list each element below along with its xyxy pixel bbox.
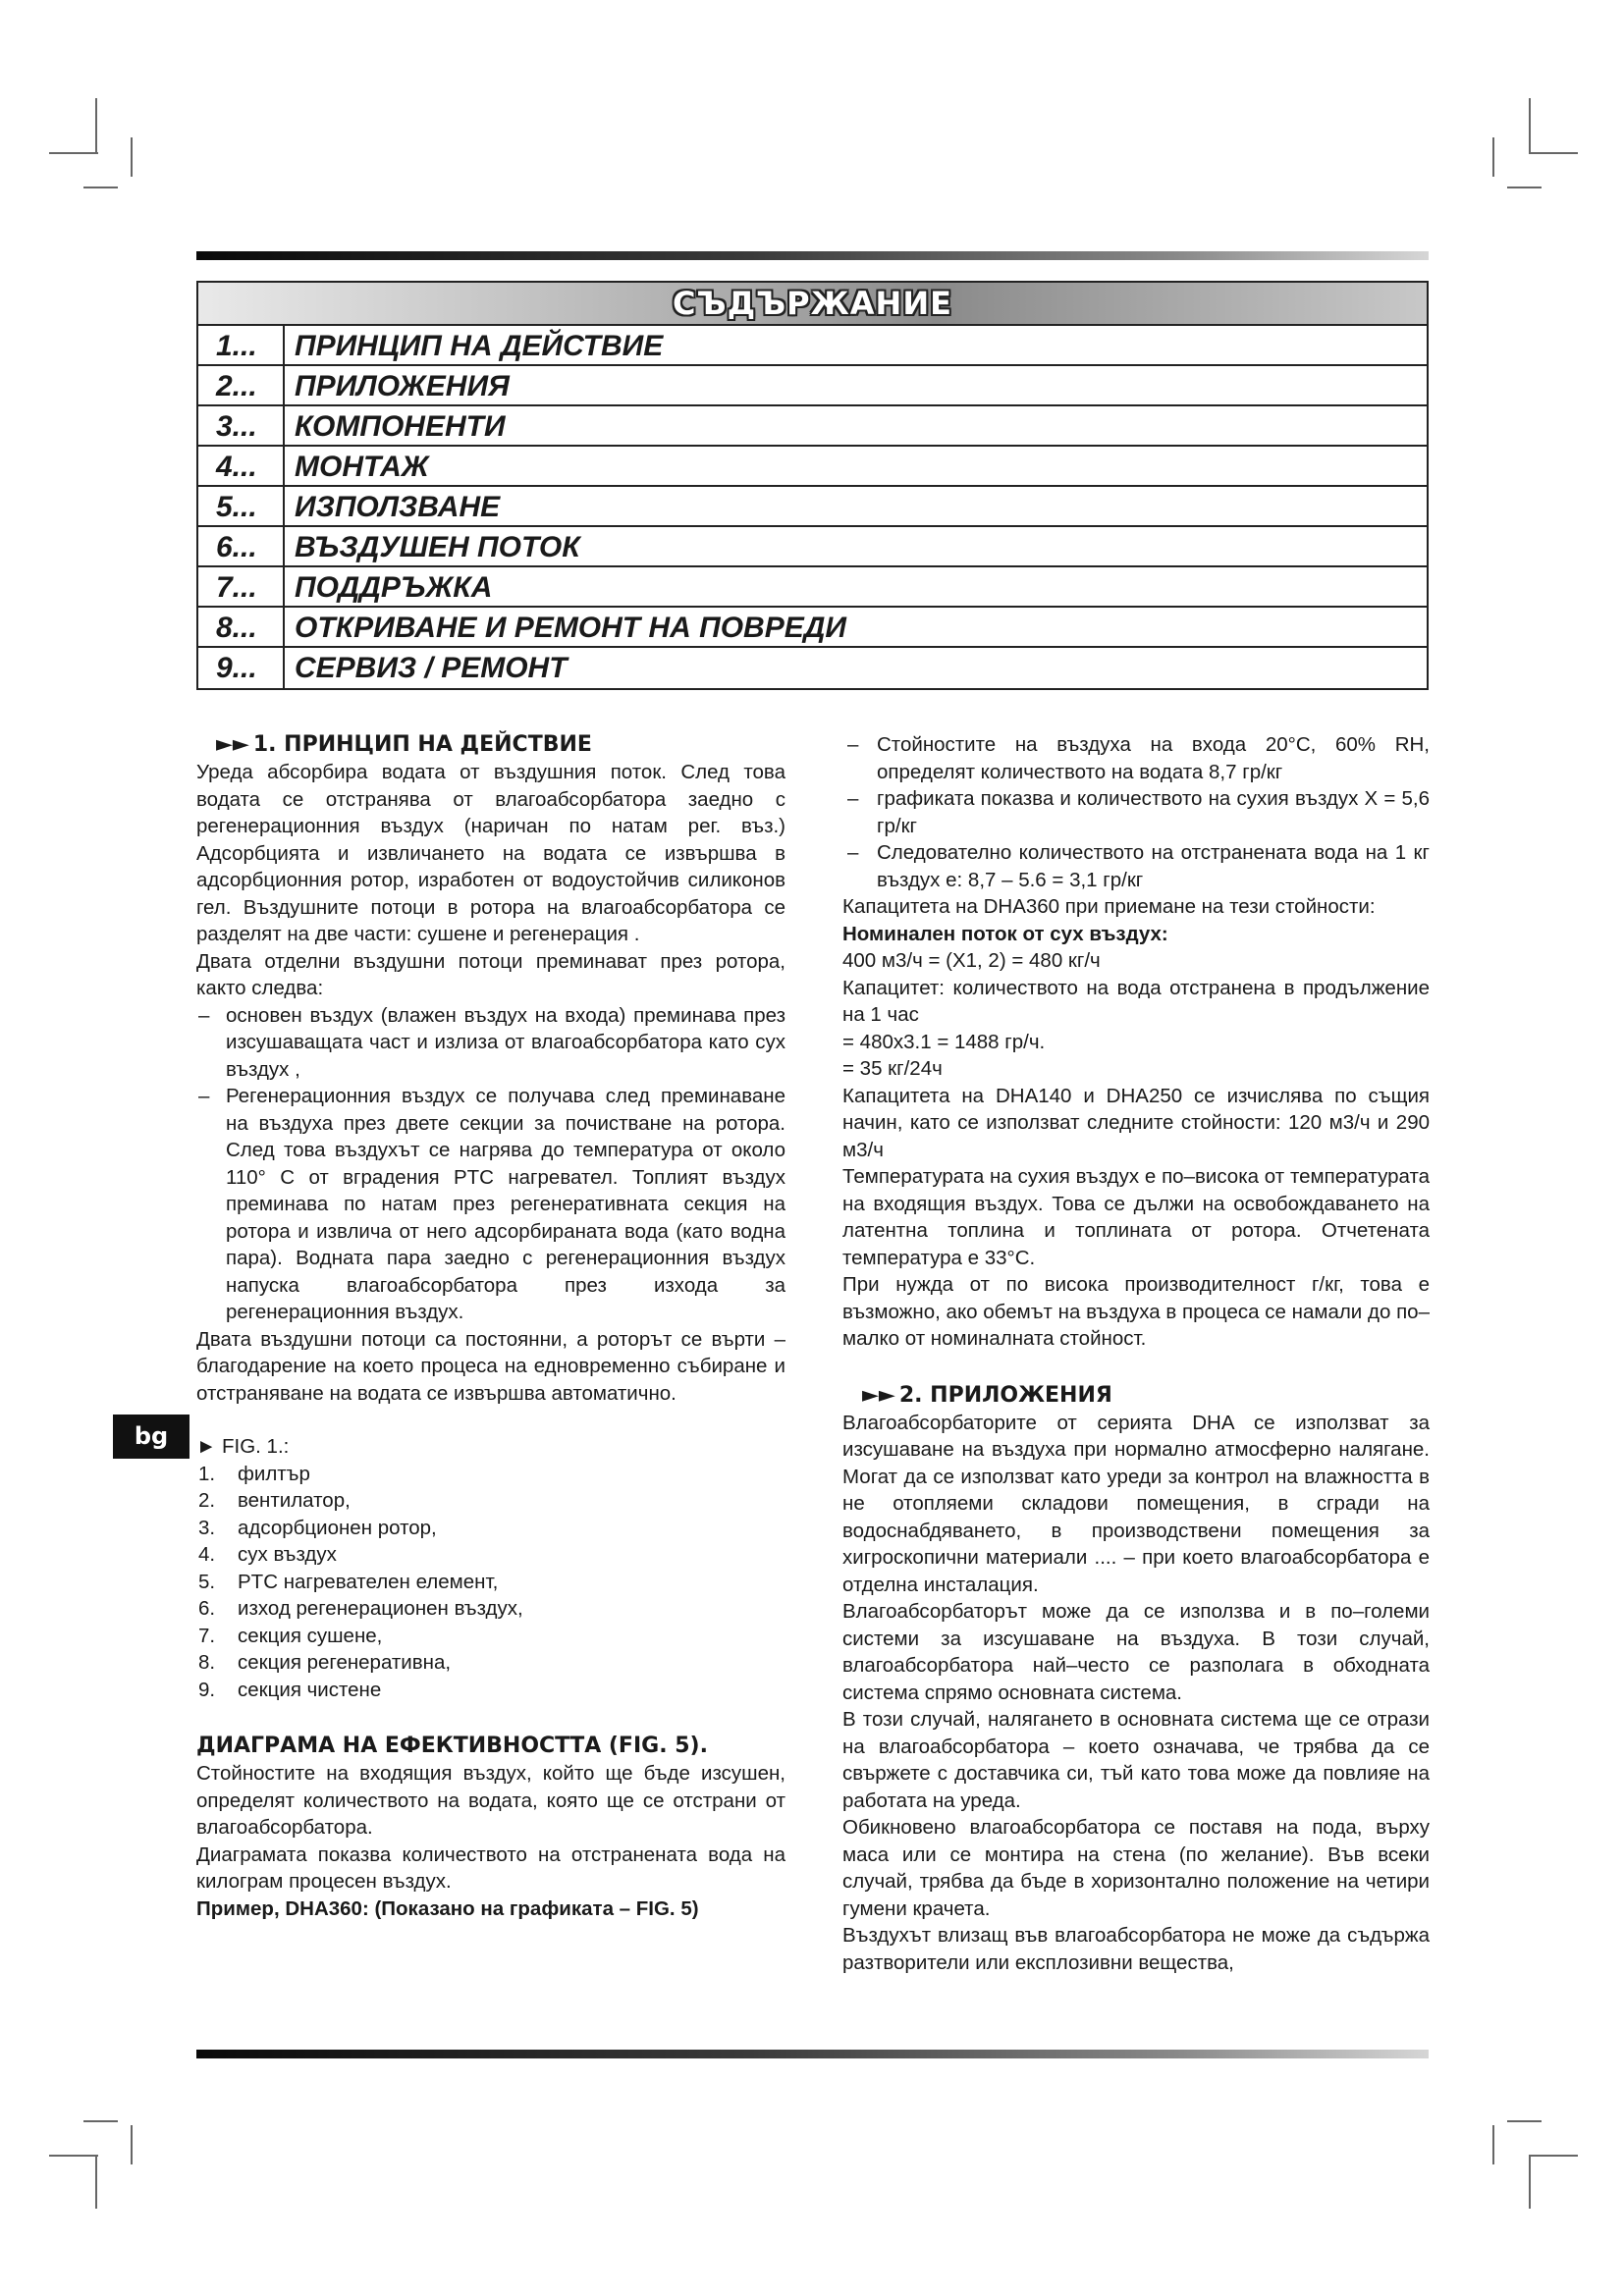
diagram-heading: ДИАГРАМА НА ЕФЕКТИВНОСТТА (FIG. 5). [196,1734,708,1758]
toc-item[interactable] [198,648,1427,688]
left-column [196,731,785,1922]
toc-item-number: 8... [198,608,285,646]
list-item: 7. секция сушене, [198,1624,383,1647]
bottom-gradient-bar [196,2050,1429,2058]
crop-mark [1507,2120,1542,2122]
toc-item-number: 4... [198,447,285,485]
toc-item-number: 2... [198,366,285,404]
toc-item-title: МОНТАЖ [295,451,429,483]
paragraph: Двата отделни въздушни потоци преминават през ротора, както следва: [196,949,785,999]
list-item: 4. сух въздух [198,1543,337,1566]
crop-mark [1529,2155,1531,2209]
toc-item[interactable] [198,567,1427,608]
list-item: 5. PTC нагревателен елемент, [198,1570,499,1593]
list-item: – графиката показва и количеството на сухия въздух X = 5,6 гр/кг [842,785,1430,839]
paragraph: В този случай, налягането в основната система ще се отрази на влагоабсорбатора – което означава, че трябва да се свържете с доставчика си, тъй като това може да повлияе на работата на уреда. [842,1708,1430,1812]
section-2-heading: ►► 2. ПРИЛОЖЕНИЯ [862,1382,1112,1408]
heading-arrows: ►► [216,732,249,757]
language-tab: bg [113,1415,189,1459]
list-item: – основен въздух (влажен въздух на входа) преминава през изсушаващата част и излиза от влагоабсорбатора като сух въздух , [196,1002,785,1084]
crop-mark [1529,98,1531,152]
toc-item-number: 1... [198,326,285,364]
list-item: 3. адсорбционен ротор, [198,1516,437,1539]
crop-mark [1529,2155,1578,2157]
toc-item-title: КОМПОНЕНТИ [295,410,506,443]
crop-mark [49,152,98,154]
top-gradient-bar [196,251,1429,260]
list-item: – Следователно количеството на отстранената вода на 1 кг въздух е: 8,7 – 5.6 = 3,1 гр/кг [842,839,1430,893]
crop-mark [49,2155,98,2157]
calculation: = 35 кг/24ч [842,1057,943,1080]
right-column [842,731,1430,1976]
crop-mark [83,187,118,188]
nominal-flow-title: Номинален поток от сух въздух: [842,922,1168,945]
section-1-heading: ►► 1. ПРИНЦИП НА ДЕЙСТВИЕ [216,732,592,757]
paragraph: Температурата на сухия въздух е по–висока от температурата на входящия въздух. Това се дължи на освобождаването на латентна топлина и топлината от ротора. Отчетената температура е 33°C. [842,1165,1430,1269]
nominal-flow-value: 400 м3/ч = (X1, 2) = 480 кг/ч [842,949,1101,972]
list-item: 6. изход регенерационен въздух, [198,1597,523,1620]
toc-item[interactable] [198,447,1427,487]
paragraph: Диаграмата показва количеството на отстранената вода на килограм процесен въздух. [196,1842,785,1893]
list-item: – Регенерационния въздух се получава след преминаване на въздуха през двете секции за почистване на ротора. След това въздухът се нагрява до температура от около 110° C от вградения PTC нагревател. Топлият въздух преминава по натам през регенеративната секция на ротора и извлича от него адсорбираната вода (като водна пара). Водната пара заедно с регенерационния въздух напуска влагоабсорбатора през изхода за регенерационния въздух. [196,1083,785,1326]
crop-mark [95,2155,97,2209]
crop-mark [83,2120,118,2122]
toc-item[interactable] [198,527,1427,567]
crop-mark [1492,2125,1494,2164]
toc-item-title: ПРИЛОЖЕНИЯ [295,370,510,402]
heading-arrows: ►► [862,1382,895,1408]
paragraph: Обикновено влагоабсорбатора се поставя на пода, върху маса или се монтира на стена (по желание). Във всеки случай, трябва да бъде в хоризонтално положение на четири гумени крачета. [842,1816,1430,1920]
paragraph: При нужда от по висока производителност г/кг, това е възможно, ако обемът на въздуха в процеса се намали до по–малко от номиналната стойност. [842,1273,1430,1350]
toc-item[interactable] [198,406,1427,447]
paragraph: Капацитета на DHA360 при приемане на тези стойности: [842,895,1376,918]
toc-item[interactable] [198,326,1427,366]
example-line: Пример, DHA360: (Показано на графиката – FIG. 5) [196,1896,699,1920]
paragraph: Капацитет: количеството на вода отстранена в продължение на 1 час [842,976,1430,1026]
toc-item-number: 6... [198,527,285,565]
toc-item-title: ИЗПОЛЗВАНЕ [295,491,501,523]
spacer [842,1353,1430,1382]
toc-item[interactable] [198,487,1427,527]
calculation: = 480x3.1 = 1488 гр/ч. [842,1030,1046,1053]
toc-item-number: 5... [198,487,285,525]
spacer [196,1703,785,1733]
list-item: 1. филтър [198,1462,310,1485]
toc-item-title: ПРИНЦИП НА ДЕЙСТВИЕ [295,330,664,362]
paragraph: Влагоабсорбаторите от серията DHA се използват за изсушаване на въздуха при нормално атмосферно налягане. Могат да се използват като уреди за контрол на влажността в не отопляеми складови помещения, в сгради на водоснабдяването, в производствени помещения за хигроскопични материали .... – при което влагоабсорбатора е отделна инсталация. [842,1411,1430,1596]
list-item: 9. секция чистене [198,1678,382,1701]
crop-mark [95,98,97,152]
toc-header: СЪДЪРЖАНИЕ [198,283,1427,326]
paragraph: Капацитета на DHA140 и DHA250 се изчислява по същия начин, като се използват следните стойности: 120 м3/ч и 290 м3/ч [842,1084,1430,1161]
paragraph: Стойностите на входящия въздух, който ще бъде изсушен, определят количеството на водата, която ще се отстрани от влагоабсорбатора. [196,1762,785,1839]
crop-mark [131,137,133,177]
toc-item-title: ПОДДРЪЖКА [295,571,493,604]
list-item: 2. вентилатор, [198,1489,351,1512]
toc-item-title: ВЪЗДУШЕН ПОТОК [295,531,580,563]
paragraph: Влагоабсорбаторът може да се използва и в по–големи системи за изсушаване на въздуха. В този случай, влагоабсорбатора най–често се разполага в обходната система спрямо основната система. [842,1600,1430,1704]
crop-mark [1507,187,1542,188]
figure-label: ► FIG. 1.: [196,1435,290,1458]
crop-mark [1492,137,1494,177]
table-of-contents [196,281,1429,690]
toc-item-title: ОТКРИВАНЕ И РЕМОНТ НА ПОВРЕДИ [295,612,846,644]
crop-mark [1529,152,1578,154]
toc-item-number: 9... [198,648,285,688]
list-item: – Стойностите на въздуха на входа 20°C, 60% RH, определят количеството на водата 8,7 гр/кг [842,731,1430,785]
toc-item[interactable] [198,366,1427,406]
crop-mark [131,2125,133,2164]
paragraph: Двата въздушни потоци са постоянни, а роторът се върти – благодарение на което процеса на едновременно събиране и отстраняване на водата се извършва автоматично. [196,1327,785,1405]
list-item: 8. секция регенеративна, [198,1651,452,1674]
paragraph: Въздухът влизащ във влагоабсорбатора не може да съдържа разтворители или експлозивни вещества, [842,1924,1430,1974]
spacer [196,1407,785,1433]
paragraph: Уреда абсорбира водата от въздушния поток. След това водата се отстранява от влагоабсорбатора заедно с регенерационния въздух (наричан по натам рег. въз.) Адсорбцията и извличането на водата се извършва в адсорбционния ротор, изработен от водоустойчив силиконов гел. Въздушните потоци в ротора на влагоабсорбатора се разделят на две части: сушене и регенерация . [196,761,785,945]
toc-item-number: 7... [198,567,285,606]
toc-item-title: СЕРВИЗ / РЕМОНТ [295,652,568,684]
toc-item-number: 3... [198,406,285,445]
toc-item[interactable] [198,608,1427,648]
